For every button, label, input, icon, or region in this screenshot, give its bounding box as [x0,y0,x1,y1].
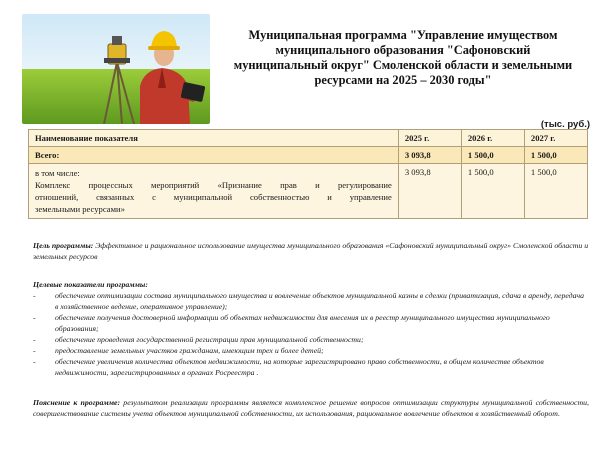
program-goal [33,240,589,262]
detail-label [29,164,399,219]
target-text-4: предоставление земельных участков гражданам, имеющим трех и более детей; [55,346,324,355]
title-line-2: муниципального образования "Сафоновский [275,43,531,57]
detail-line-3: отношений, связанных с муниципальной собственностью и управление [35,192,392,202]
total-2027: 1 500,0 [524,147,587,164]
header-year-2026: 2026 г. [461,130,524,147]
surveyor-photo [22,14,210,124]
detail-2027: 1 500,0 [524,164,587,219]
detail-2026: 1 500,0 [461,164,524,219]
table-row-total [29,147,588,164]
list-item: - обеспечение проведения государственной регистрации прав муниципальной собственности; [33,335,364,344]
header-indicator-name: Наименование показателя [29,130,399,147]
target-text-3: обеспечение проведения государственной регистрации прав муниципальной собственности; [55,335,364,344]
indicators-table [28,129,588,219]
detail-line-4: земельными ресурсами» [35,204,125,214]
header-year-2027: 2027 г. [524,130,587,147]
targets-label: Целевые показатели программы: [33,280,148,289]
list-item: - обеспечение оптимизации состава муниципального имущества и вовлечение объектов муниципальной казны в сделки (приватизация, сдача в аренду, передача в хозяйственное ведение, оперативное управление); [33,291,585,311]
total-2025: 3 093,8 [398,147,461,164]
total-label: Всего: [29,147,399,164]
detail-line-1: в том числе: [35,168,80,178]
note-label: Пояснение к программе: [33,398,121,407]
target-text-1: обеспечение оптимизации состава муниципального имущества и вовлечение объектов муниципальной казны в сделки (приватизация, сдача в аренду, передача в хозяйственное ведение, оперативное управление); [55,291,585,311]
title-line-4: ресурсами на 2025 – 2030 годы" [314,73,492,87]
note-text: результатом реализации программы является комплексное решение вопросов оптимизации структуры муниципальной собственности, совершенствование системы учета объектов муниципальной собственности, их использования, рациональное вовлечение объектов в хозяйственный оборот. [33,398,589,418]
header-year-2025: 2025 г. [398,130,461,147]
target-text-5: обеспечение увеличения количества объектов недвижимости, на которые зарегистрировано право собственности, в общем количестве объектов недвижимости, зарегистрированных в органах Росреестра . [55,357,544,377]
list-item: - предоставление земельных участков гражданам, имеющим трех и более детей; [33,346,324,355]
goal-label: Цель программы: [33,241,94,250]
title-line-3: муниципальный округ" Смоленской области и земельными [233,58,573,72]
program-title [210,28,596,88]
list-item: - обеспечение получения достоверной информации об объектах недвижимости для внесения их в реестр муниципального имущества муниципального образования; [33,313,550,333]
program-targets [33,279,589,378]
list-item: - обеспечение увеличения количества объектов недвижимости, на которые зарегистрировано право собственности, в общем количестве объектов недвижимости, зарегистрированных в органах Росреестра . [33,357,544,377]
goal-text: Эффективное и рациональное использование имущества муниципального образования «Сафоновский муниципальный округ» Смоленской области и земельных ресурсов [33,241,589,261]
currency-unit-label: (тыс. руб.) [540,119,590,130]
detail-line-2: Комплекс процессных мероприятий «Признание прав и регулирование [35,180,392,190]
target-text-2: обеспечение получения достоверной информации об объектах недвижимости для внесения их в реестр муниципального имущества муниципального образования; [55,313,550,333]
total-2026: 1 500,0 [461,147,524,164]
table-row-detail [29,164,588,219]
title-line-1: Муниципальная программа "Управление имуществом [248,28,558,42]
program-note [33,397,589,419]
table-header-row [29,130,588,147]
targets-list [33,290,589,378]
detail-2025: 3 093,8 [398,164,461,219]
